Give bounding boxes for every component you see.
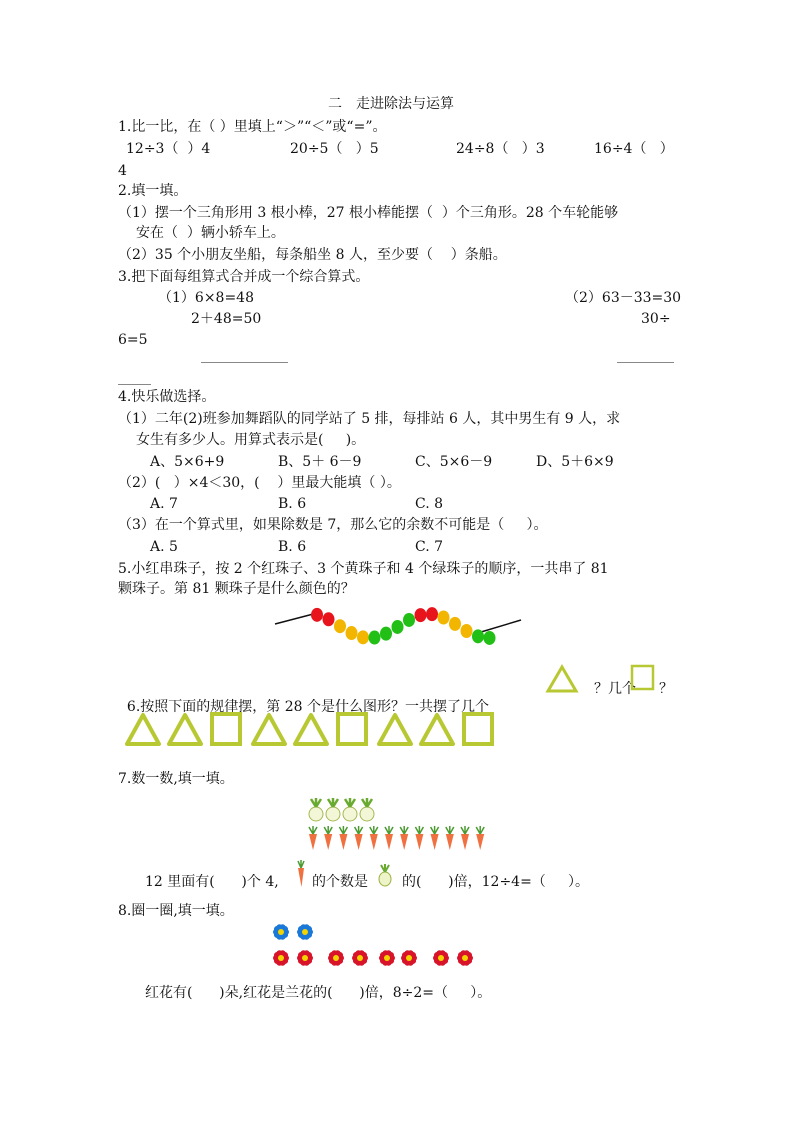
red-flower: [328, 950, 344, 966]
square-icon: [630, 664, 656, 692]
q3-b2: 30÷: [641, 311, 671, 327]
bead-green: [403, 613, 415, 627]
carrot: [385, 834, 393, 850]
radish-icon: [376, 864, 394, 888]
q2-part1-line2: 安在（ ）辆小轿车上。: [136, 225, 285, 241]
q4-p2-option: C. 8: [415, 496, 444, 512]
q6-text-part3: ？: [659, 681, 673, 697]
q1-stem: 1.比一比，在（ ）里填上“＞”“＜”或“=”。: [118, 119, 387, 135]
q4-p2-option: B. 6: [278, 496, 307, 512]
bead-yellow: [346, 626, 358, 640]
q1-item: 12÷3（ ）4: [126, 141, 211, 157]
carrot-leaf: [309, 826, 317, 834]
radish-leaf: [362, 798, 372, 807]
carrot: [476, 834, 484, 850]
q7-text-c: 的( )倍，12÷4=（ ）。: [402, 874, 590, 890]
bead-green: [472, 629, 484, 643]
carrot: [415, 834, 423, 850]
square-shape: [464, 714, 492, 744]
red-flower: [401, 950, 417, 966]
q1-item: 20÷5（ ）5: [290, 141, 379, 157]
q5-line2: 颗珠子。第 81 颗珠子是什么颜色的？: [118, 581, 355, 597]
q2-part1-line1: （1）摆一个三角形用 3 根小棒，27 根小棒能摆（ ）个三角形。28 个车轮能够: [118, 205, 619, 221]
triangle-shape: [295, 715, 327, 744]
q7-stem: 7.数一数,填一填。: [118, 771, 234, 787]
q6-text-part2: ？几个: [594, 681, 636, 697]
carrot-leaf: [355, 826, 363, 834]
carrot-leaf: [446, 826, 454, 834]
carrot-leaf: [370, 826, 378, 834]
q4-part2: （2）( ）×4＜30，( ）里最大能填（ ）。: [118, 475, 401, 491]
q3-a1: （1）6×8=48: [158, 290, 254, 306]
carrot-leaf: [415, 826, 423, 834]
bead-yellow: [461, 624, 473, 638]
carrot-leaf: [385, 826, 393, 834]
q5-line1: 5.小红串珠子，按 2 个红珠子、3 个黄珠子和 4 个绿珠子的顺序，一共串了 81: [118, 561, 609, 577]
bead-green: [380, 627, 392, 641]
q4-stem: 4.快乐做选择。: [118, 389, 216, 405]
q7-text-b: 的个数是: [312, 874, 368, 890]
triangle-shape: [127, 715, 159, 744]
carrot-leaf: [324, 826, 332, 834]
red-flower: [433, 950, 449, 966]
q4-part1-line2: 女生有多少人。用算式表示是( )。: [136, 432, 366, 448]
bead-green: [369, 631, 381, 645]
page-title: 二 走进除法与运算: [328, 96, 454, 112]
q1-item: 16÷4（ ）: [594, 141, 674, 157]
bead-yellow: [438, 610, 450, 624]
carrot: [400, 834, 408, 850]
q8-line: 红花有( )朵,红花是兰花的( )倍，8÷2=（ ）。: [145, 985, 492, 1001]
red-flower: [297, 950, 313, 966]
radish-leaf: [345, 798, 355, 807]
radish-leaf: [311, 798, 321, 807]
radish: [343, 807, 357, 821]
radish-row-image: [305, 797, 385, 823]
radish: [326, 807, 340, 821]
bead-green: [484, 631, 496, 645]
q4-part3: （3）在一个算式里，如果除数是 7，那么它的余数不可能是（ ）。: [118, 517, 548, 533]
carrot-leaf: [476, 826, 484, 834]
bead-string-image: [273, 602, 523, 650]
answer-line[interactable]: [201, 362, 288, 363]
triangle-shape: [379, 715, 411, 744]
answer-line[interactable]: [617, 362, 674, 363]
carrot: [309, 834, 317, 850]
q4-p1-option: B、5＋ 6－9: [278, 454, 362, 470]
q4-p1-option: D、5＋6×9: [536, 454, 614, 470]
triangle-shape: [421, 715, 453, 744]
q3-stem: 3.把下面每组算式合并成一个综合算式。: [118, 269, 370, 285]
triangle-shape: [253, 715, 285, 744]
blue-flower: [297, 924, 313, 940]
answer-line[interactable]: [118, 384, 151, 385]
blue-flower: [273, 924, 289, 940]
carrot: [431, 834, 439, 850]
carrot: [339, 834, 347, 850]
q3-b3: 6=5: [118, 332, 148, 348]
q3-a2: 2＋48=50: [191, 311, 262, 327]
radish: [309, 807, 323, 821]
q7-text-a: 12 里面有( )个 4,: [145, 874, 279, 890]
q4-p3-option: A. 5: [150, 539, 178, 555]
red-flower: [379, 950, 395, 966]
carrot: [461, 834, 469, 850]
bead-red: [311, 608, 323, 622]
carrot-leaf: [461, 826, 469, 834]
bead-red: [415, 608, 427, 622]
q4-p2-option: A. 7: [150, 496, 178, 512]
square-shape: [212, 714, 240, 744]
shape-pattern-row: [124, 711, 504, 751]
red-flower: [273, 950, 289, 966]
bead-red: [323, 612, 335, 626]
q4-part1-line1: （1）二年(2)班参加舞蹈队的同学站了 5 排，每排站 6 人，其中男生有 9 人，求: [118, 411, 621, 427]
q3-b1: （2）63－33=30: [565, 290, 682, 306]
carrot-leaf: [431, 826, 439, 834]
q4-p3-option: C. 7: [415, 539, 444, 555]
triangle-shape: [169, 715, 201, 744]
q4-p3-option: B. 6: [278, 539, 307, 555]
triangle-icon: [545, 664, 579, 694]
carrot-icon: [293, 860, 309, 888]
q2-stem: 2.填一填。: [118, 183, 188, 199]
radish: [360, 807, 374, 821]
q4-p1-option: C、5×6－9: [415, 454, 493, 470]
bead-green: [392, 620, 404, 634]
bead-yellow: [449, 617, 461, 631]
carrot-leaf: [400, 826, 408, 834]
string-right: [481, 620, 521, 632]
q1-item: 24÷8（ ）3: [456, 141, 545, 157]
radish-leaf: [328, 798, 338, 807]
bead-yellow: [357, 630, 369, 644]
carrot-row-image: [305, 825, 495, 851]
red-flower: [457, 950, 473, 966]
red-flower: [352, 950, 368, 966]
flower-groups-image: [268, 922, 478, 970]
q2-part2: （2）35 个小朋友坐船，每条船坐 8 人，至少要（ ）条船。: [118, 247, 507, 263]
bead-yellow: [334, 619, 346, 633]
q1-wrap: 4: [118, 163, 127, 179]
bead-red: [426, 607, 438, 621]
carrot-leaf: [339, 826, 347, 834]
carrot: [446, 834, 454, 850]
carrot: [370, 834, 378, 850]
q8-stem: 8.圈一圈,填一填。: [118, 903, 234, 919]
q4-p1-option: A、5×6+9: [150, 454, 225, 470]
q6-text-part1: 6.按照下面的规律摆，第 28 个是什么图形？一共摆了几个: [126, 699, 489, 715]
carrot: [355, 834, 363, 850]
carrot: [324, 834, 332, 850]
square-shape: [338, 714, 366, 744]
